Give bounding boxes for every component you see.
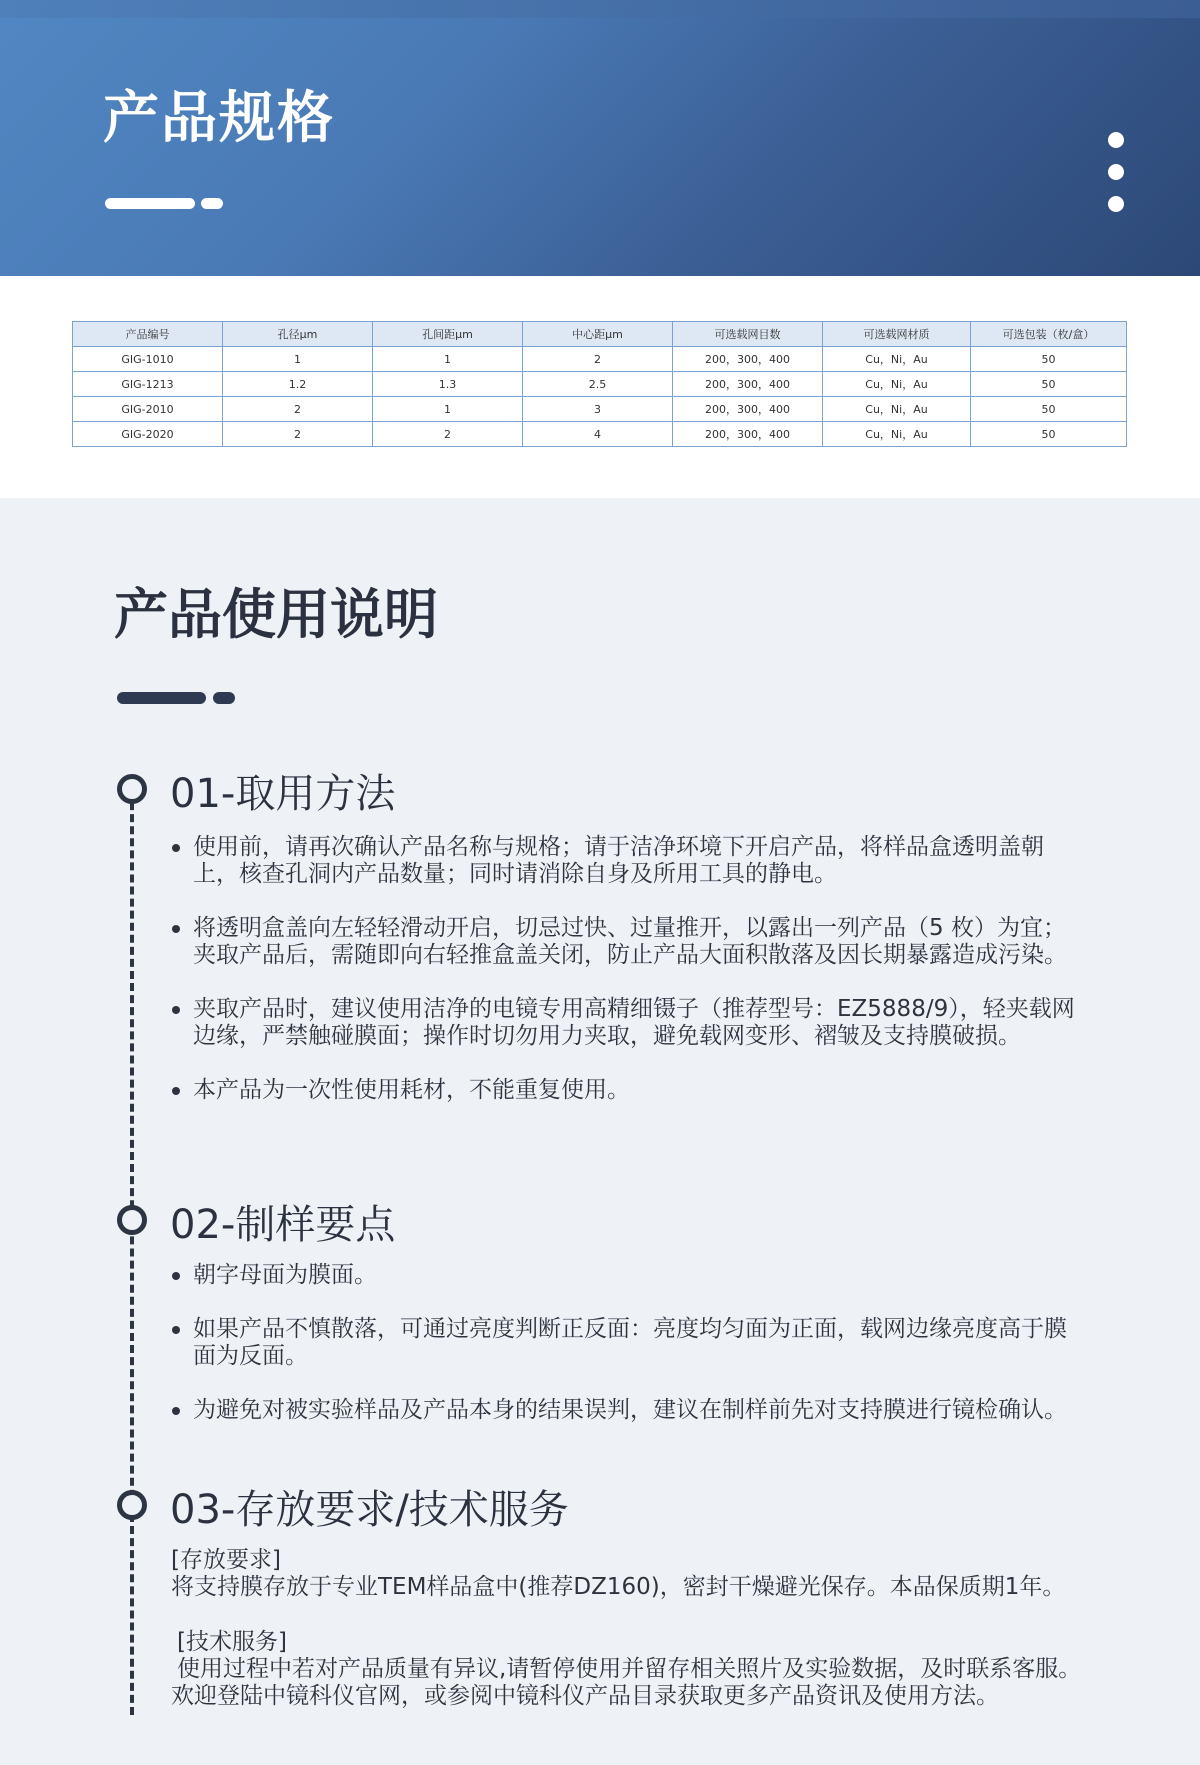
header-cell: 产品编号: [73, 322, 223, 347]
usage-underline-long: [117, 692, 206, 704]
table-cell: 2: [523, 347, 673, 372]
service-text-2: 欢迎登陆中镜科仪官网，或参阅中镜科仪产品目录获取更多产品资讯及使用方法。: [171, 1683, 999, 1709]
section-heading-03: 03-存放要求/技术服务: [170, 1487, 569, 1533]
header-banner: [0, 0, 1200, 276]
table-cell: 2: [223, 422, 373, 447]
list-item: 将透明盒盖向左轻轻滑动开启，切忌过快、过量推开，以露出一列产品（5 枚）为宜；夹取产品后，需随即向右轻推盒盖关闭，防止产品大面积散落及因长期暴露造成污染。: [170, 915, 1085, 969]
section-01-list: [170, 834, 1085, 1131]
list-item: 夹取产品时，建议使用洁净的电镜专用高精细镊子（推荐型号：EZ5888/9），轻夹载网边缘，严禁触碰膜面；操作时切勿用力夹取，避免载网变形、褶皱及支持膜破损。: [170, 996, 1085, 1050]
table-cell: 1.2: [223, 372, 373, 397]
section-heading-01: 01-取用方法: [170, 771, 396, 817]
spec-table: [72, 321, 1127, 447]
title-underline-long: [105, 198, 195, 209]
timeline-line: [130, 790, 134, 1715]
table-row: [73, 347, 1127, 372]
header-cell: 可选载网材质: [823, 322, 971, 347]
list-item: 为避免对被实验样品及产品本身的结果误判，建议在制样前先对支持膜进行镜检确认。: [170, 1397, 1085, 1424]
more-menu-icon[interactable]: [1108, 132, 1126, 228]
header-cell: 可选包装（枚/盒）: [971, 322, 1127, 347]
dot: [1108, 132, 1124, 148]
header-cell: 孔径μm: [223, 322, 373, 347]
table-cell: 1: [223, 347, 373, 372]
table-cell: GIG-2020: [73, 422, 223, 447]
dot: [1108, 164, 1124, 180]
header-top-strip: [0, 0, 1200, 18]
table-cell: GIG-1213: [73, 372, 223, 397]
table-header-row: [73, 322, 1127, 347]
table-cell: Cu，Ni，Au: [823, 422, 971, 447]
page-title: 产品规格: [103, 86, 335, 151]
list-item: 如果产品不慎散落，可通过亮度判断正反面：亮度均匀面为正面，载网边缘亮度高于膜面为反面。: [170, 1316, 1085, 1370]
table-cell: 50: [971, 372, 1127, 397]
timeline-node-icon: [117, 774, 147, 804]
usage-underline-short: [213, 692, 235, 704]
header-cell: 孔间距μm: [373, 322, 523, 347]
table-cell: 50: [971, 397, 1127, 422]
table-cell: 2.5: [523, 372, 673, 397]
section-02-list: [170, 1262, 1085, 1451]
storage-text: 将支持膜存放于专业TEM样品盒中(推荐DZ160)，密封干燥避光保存。本品保质期1年。: [171, 1574, 1066, 1600]
table-row: [73, 422, 1127, 447]
table-cell: Cu，Ni，Au: [823, 347, 971, 372]
table-cell: 3: [523, 397, 673, 422]
timeline-node-icon: [117, 1490, 147, 1520]
table-cell: 1: [373, 397, 523, 422]
service-heading: [技术服务]: [177, 1629, 287, 1655]
table-cell: 200，300，400: [673, 397, 823, 422]
list-item: 朝字母面为膜面。: [170, 1262, 1085, 1289]
list-item: 使用前，请再次确认产品名称与规格；请于洁净环境下开启产品，将样品盒透明盖朝上，核查孔洞内产品数量；同时请消除自身及所用工具的静电。: [170, 834, 1085, 888]
storage-heading: [存放要求]: [171, 1547, 281, 1573]
table-cell: 4: [523, 422, 673, 447]
table-cell: 50: [971, 422, 1127, 447]
table-cell: 1.3: [373, 372, 523, 397]
table-cell: GIG-2010: [73, 397, 223, 422]
header-cell: 可选载网目数: [673, 322, 823, 347]
table-cell: 2: [373, 422, 523, 447]
title-underline-short: [201, 198, 223, 209]
table-row: [73, 397, 1127, 422]
table-cell: 2: [223, 397, 373, 422]
service-block: [171, 1629, 1101, 1710]
table-cell: Cu，Ni，Au: [823, 397, 971, 422]
list-item: 本产品为一次性使用耗材，不能重复使用。: [170, 1077, 1085, 1104]
dot: [1108, 196, 1124, 212]
header-cell: 中心距μm: [523, 322, 673, 347]
table-cell: GIG-1010: [73, 347, 223, 372]
spec-section: [0, 276, 1200, 498]
service-text-1: 使用过程中若对产品质量有异议,请暂停使用并留存相关照片及实验数据，及时联系客服。: [177, 1656, 1082, 1682]
table-cell: 200，300，400: [673, 422, 823, 447]
table-cell: 200，300，400: [673, 372, 823, 397]
section-heading-02: 02-制样要点: [170, 1202, 396, 1248]
usage-title: 产品使用说明: [114, 583, 438, 646]
table-cell: Cu，Ni，Au: [823, 372, 971, 397]
table-cell: 1: [373, 347, 523, 372]
table-row: [73, 372, 1127, 397]
table-cell: 50: [971, 347, 1127, 372]
timeline-node-icon: [117, 1205, 147, 1235]
table-cell: 200，300，400: [673, 347, 823, 372]
storage-block: [171, 1547, 1101, 1601]
